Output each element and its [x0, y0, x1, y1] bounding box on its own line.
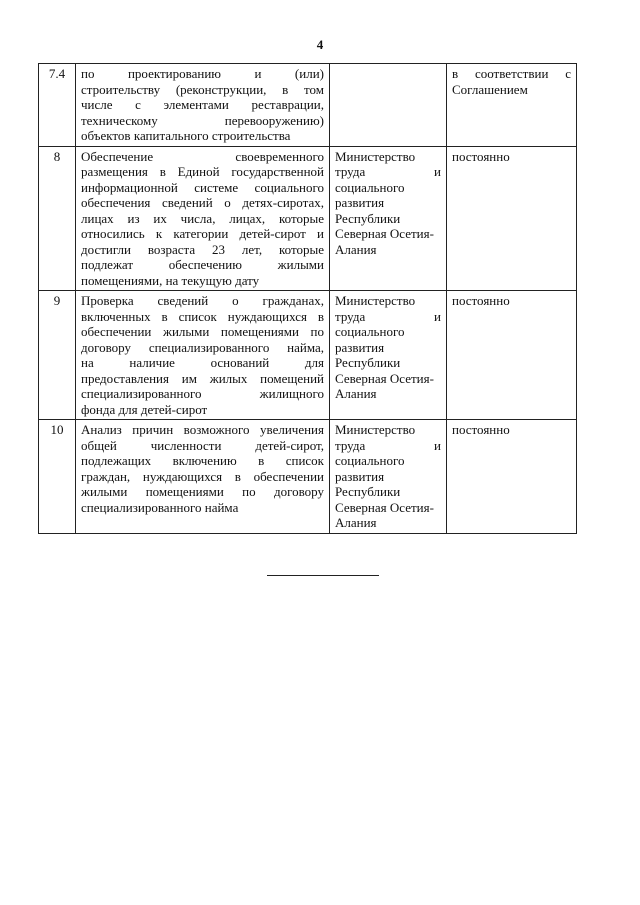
- page-number: 4: [316, 37, 324, 52]
- executor-line: Северная Осетия-: [335, 499, 434, 515]
- term-line: Соглашением: [452, 81, 528, 97]
- execution-term: [447, 146, 577, 291]
- responsible-executor: [330, 291, 447, 420]
- executor-line: развития: [335, 195, 385, 210]
- description-line: относились к категории детей-сирот и: [81, 226, 324, 241]
- table-row: [39, 64, 577, 147]
- description-line: Обеспечение своевременного: [81, 148, 324, 164]
- executor-line: труда и: [335, 164, 441, 179]
- executor-line: Алания: [335, 515, 377, 530]
- description-line: строительству (реконструкции, в том: [81, 81, 324, 97]
- description-line: подлежат обеспечению жилыми: [81, 257, 324, 272]
- term-line: постоянно: [452, 293, 510, 308]
- executor-line: Министерство: [335, 293, 416, 308]
- description-line: предоставления им жилых помещений: [81, 370, 324, 386]
- description-line: включенных в список нуждающихся в: [81, 308, 324, 324]
- executor-line: Министерство: [335, 422, 416, 437]
- table-row: [39, 420, 577, 534]
- measures-table: [38, 63, 577, 534]
- description-line: жилыми помещениями по договору: [81, 484, 324, 499]
- description-line: размещения в Единой государственной: [81, 164, 324, 179]
- end-line: [267, 575, 379, 576]
- table-row: [39, 291, 577, 420]
- executor-line: труда и: [335, 308, 441, 324]
- executor-line: Алания: [335, 386, 377, 401]
- measure-description: [76, 420, 330, 534]
- description-line: обеспечения сведений о детях-сиротах,: [81, 195, 324, 210]
- execution-term: [447, 291, 577, 420]
- description-line: договору специализированного найма,: [81, 339, 324, 355]
- description-line: граждан, нуждающихся в обеспечении: [81, 468, 324, 484]
- description-line: по проектированию и (или): [81, 66, 324, 81]
- term-line: постоянно: [452, 148, 510, 164]
- responsible-executor: [330, 64, 447, 147]
- description-line: специализированного жилищного: [81, 386, 324, 401]
- term-line: постоянно: [452, 422, 510, 437]
- executor-line: Северная Осетия-: [335, 370, 434, 386]
- measure-description: [76, 64, 330, 147]
- executor-line: Республики: [335, 484, 401, 499]
- executor-line: социального: [335, 324, 405, 339]
- executor-line: Республики: [335, 210, 401, 226]
- execution-term: [447, 64, 577, 147]
- description-line: объектов капитального строительства: [81, 128, 291, 143]
- executor-line: Министерство: [335, 148, 416, 164]
- description-line: общей численности детей-сирот,: [81, 437, 324, 453]
- description-line: достигли возраста 23 лет, которые: [81, 241, 324, 257]
- description-line: Анализ причин возможного увеличения: [81, 422, 324, 437]
- row-number: 9: [39, 291, 76, 420]
- description-line: помещениями, на текущую дату: [81, 272, 260, 288]
- description-line: лицах из их числа, лицах, которые: [81, 210, 324, 226]
- measure-description: [76, 291, 330, 420]
- description-line: Проверка сведений о гражданах,: [81, 293, 324, 308]
- executor-line: Республики: [335, 355, 401, 370]
- row-number: 10: [39, 420, 76, 534]
- executor-line: развития: [335, 339, 385, 355]
- description-line: фонда для детей-сирот: [81, 401, 208, 417]
- description-line: на наличие оснований для: [81, 355, 324, 370]
- description-line: обеспечении жилыми помещениями по: [81, 324, 324, 339]
- executor-line: Северная Осетия-: [335, 226, 434, 241]
- description-line: числе с элементами реставрации,: [81, 97, 324, 112]
- description-line: информационной системе социального: [81, 179, 324, 195]
- executor-line: труда и: [335, 437, 441, 453]
- executor-line: развития: [335, 468, 385, 484]
- responsible-executor: [330, 146, 447, 291]
- term-line: в соответствии с: [452, 66, 571, 81]
- row-number: 8: [39, 146, 76, 291]
- responsible-executor: [330, 420, 447, 534]
- execution-term: [447, 420, 577, 534]
- measure-description: [76, 146, 330, 291]
- executor-line: социального: [335, 179, 405, 195]
- executor-line: социального: [335, 453, 405, 468]
- description-line: техническому перевооружению): [81, 112, 324, 128]
- row-number: 7.4: [39, 64, 76, 147]
- executor-line: Алания: [335, 241, 377, 257]
- description-line: специализированного найма: [81, 499, 239, 515]
- description-line: подлежащих включению в список: [81, 453, 324, 468]
- table-row: [39, 146, 577, 291]
